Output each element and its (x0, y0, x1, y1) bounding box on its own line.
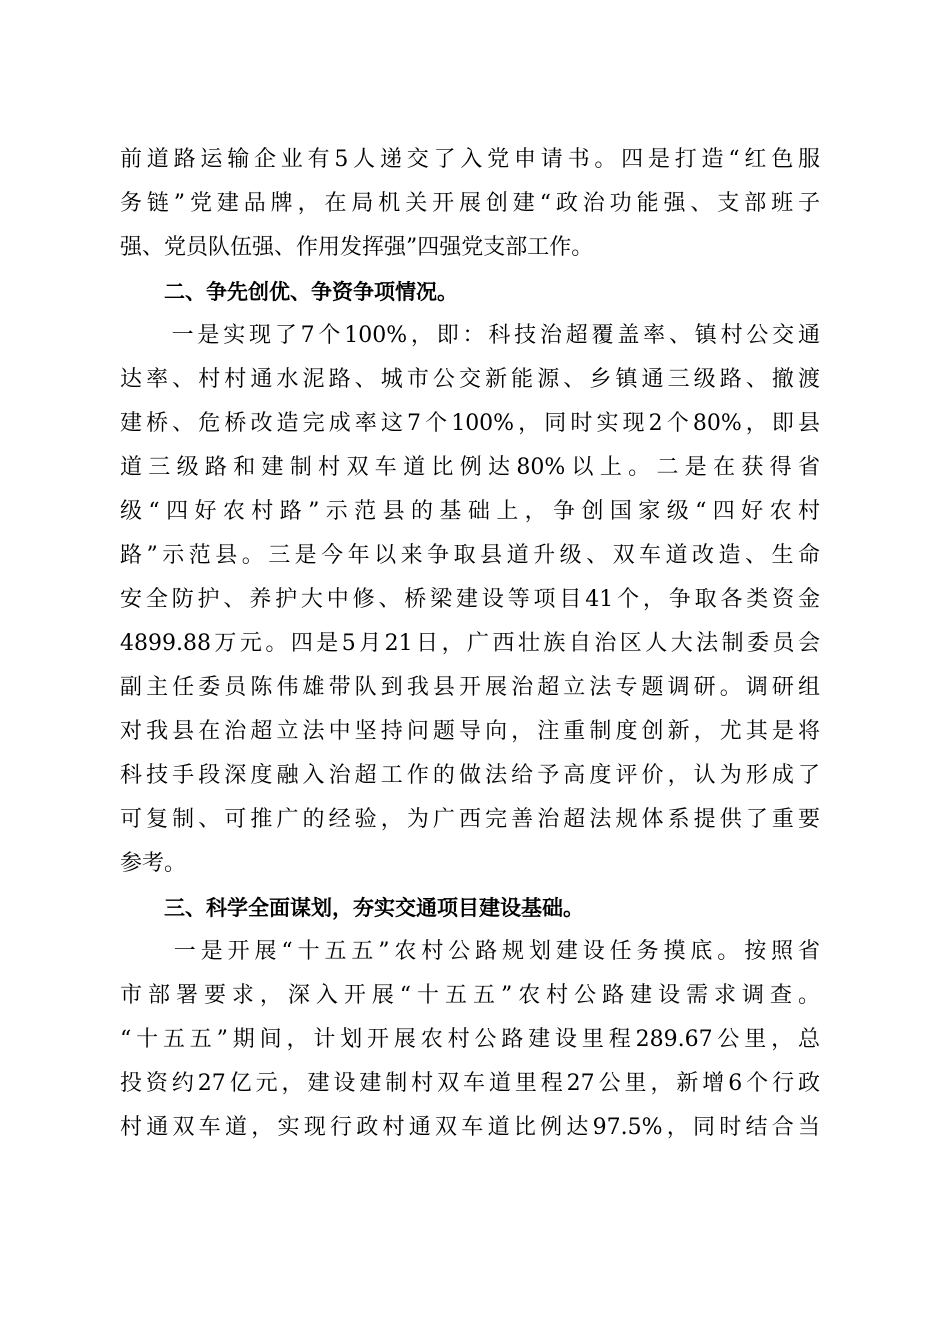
text-line: 市部署要求，深入开展“十五五”农村公路建设需求调查。 (120, 983, 820, 1008)
text-line: 参考。 (120, 851, 187, 876)
text-line: 级“四好农村路”示范县的基础上，争创国家级“四好农村 (120, 499, 820, 524)
paragraph-achievements (120, 314, 820, 886)
text-line: 副主任委员陈伟雄带队到我县开展治超立法专题调研。调研组 (120, 675, 820, 700)
section-heading-3: 三、科学全面谋划，夯实交通项目建设基础。 (164, 896, 584, 920)
text-line: “十五五”期间，计划开展农村公路建设里程289.67公里，总 (120, 1027, 820, 1052)
text-line: 投资约27亿元，建设建制村双车道里程27公里，新增6个行政 (120, 1071, 820, 1096)
document-body (120, 138, 820, 1150)
text-line: 对我县在治超立法中坚持问题导向，注重制度创新，尤其是将 (120, 719, 820, 744)
paragraph-party-building (120, 138, 820, 270)
text-line: 一是实现了7个100%，即：科技治超覆盖率、镇村公交通 (120, 323, 820, 348)
text-line: 路”示范县。三是今年以来争取县道升级、双车道改造、生命 (120, 543, 820, 568)
text-line: 科技手段深度融入治超工作的做法给予高度评价，认为形成了 (120, 763, 820, 788)
text-line: 强、党员队伍强、作用发挥强”四强党支部工作。 (120, 235, 594, 260)
text-line: 前道路运输企业有5人递交了入党申请书。四是打造“红色服 (120, 147, 820, 172)
paragraph-planning (120, 930, 820, 1150)
text-line: 村通双车道，实现行政村通双车道比例达97.5%，同时结合当 (120, 1115, 820, 1140)
text-line: 4899.88万元。四是5月21日，广西壮族自治区人大法制委员会 (120, 631, 820, 656)
text-line: 建桥、危桥改造完成率这7个100%，同时实现2个80%，即县 (120, 411, 820, 436)
text-line: 道三级路和建制村双车道比例达80%以上。二是在获得省 (120, 455, 820, 480)
text-line: 一是开展“十五五”农村公路规划建设任务摸底。按照省 (120, 939, 820, 964)
text-line: 务链”党建品牌，在局机关开展创建“政治功能强、支部班子 (120, 191, 820, 216)
section-heading-2: 二、争先创优、争资争项情况。 (164, 280, 458, 304)
text-line: 达率、村村通水泥路、城市公交新能源、乡镇通三级路、撤渡 (120, 367, 820, 392)
text-line: 安全防护、养护大中修、桥梁建设等项目41个，争取各类资金 (120, 587, 820, 612)
text-line: 可复制、可推广的经验，为广西完善治超法规体系提供了重要 (120, 807, 820, 832)
